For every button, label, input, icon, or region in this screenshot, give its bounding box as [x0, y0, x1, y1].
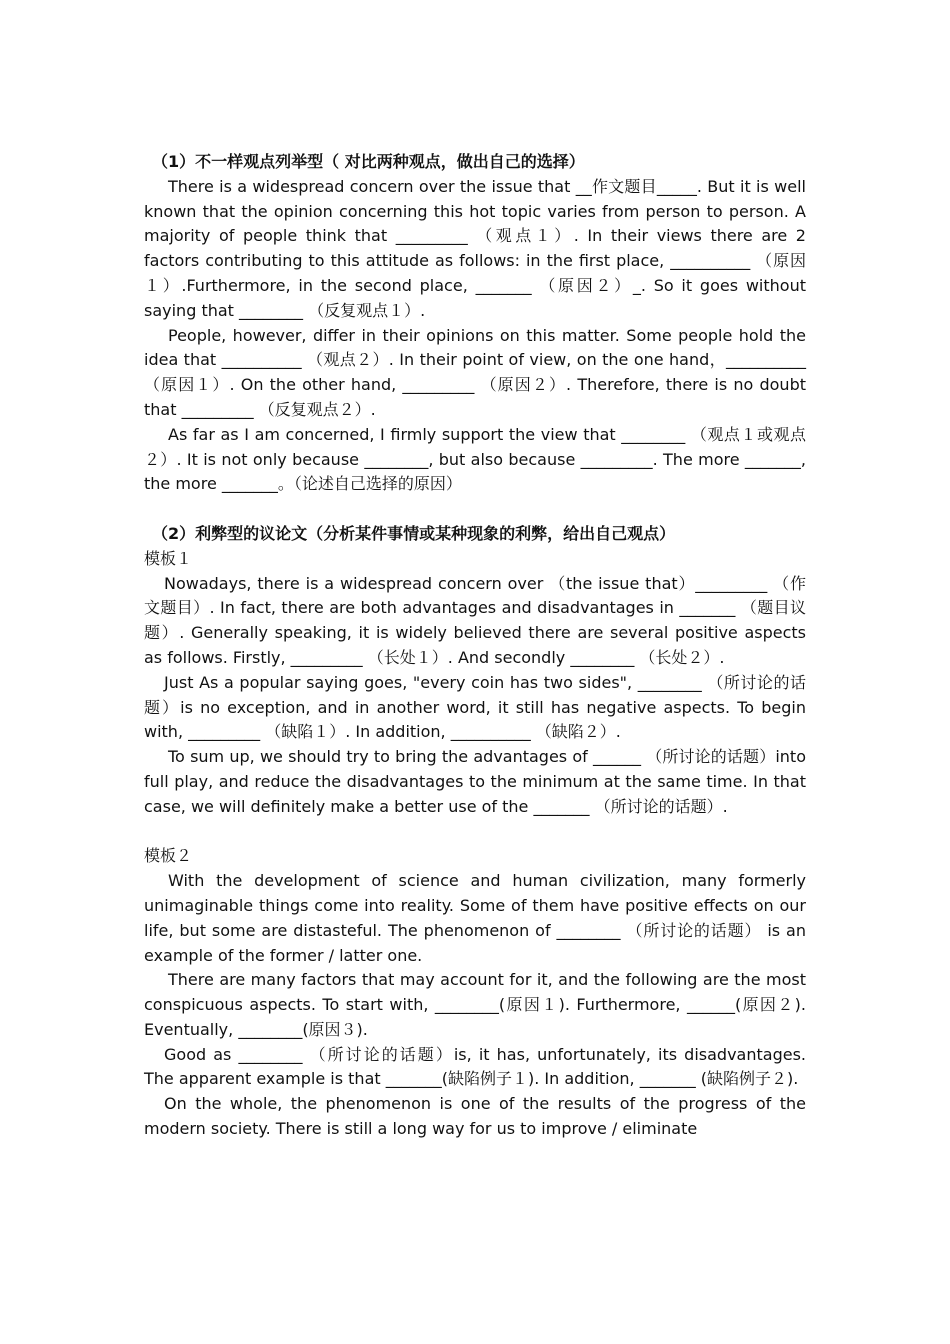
template2-paragraph-3: Good as ________ （所讨论的话题）is, it has, unfortunately, its disadvantages. The apparent example is that _______(缺陷例子１). In addition, _______ (缺陷例子２). — [144, 1044, 806, 1089]
template1-paragraph-2: Just As a popular saying goes, "every coin has two sides", ________ （所讨论的话题）is no exception, and in another word, it still has negative aspects. To begin with, _________ （缺陷１）. In addition, __________ （缺陷２）. — [144, 672, 806, 742]
template2-paragraph-2: There are many factors that may account for it, and the following are the most conspicuous aspects. To start with, ________(原因１). Furthermore, ______(原因２). Eventually, ________(原因３). — [144, 970, 806, 1039]
template2-paragraph-4: On the whole, the phenomenon is one of the results of the progress of the modern society. There is still a long way for us to improve / eliminate — [144, 1094, 806, 1139]
template2-label: 模板２ — [144, 846, 193, 866]
template-spacer — [144, 820, 806, 845]
section1-heading: （1）不一样观点列举型（ 对比两种观点，做出自己的选择） — [152, 152, 585, 171]
template2-paragraph-1: With the development of science and human civilization, many formerly unimaginable things come into reality. Some of them have positive effects on our life, but some are distasteful. The phenomenon of ________ （所讨论的话题） is an example of the former / latter one. — [144, 871, 806, 965]
template1-paragraph-3: To sum up, we should try to bring the advantages of ______ （所讨论的话题）into full play, and reduce the disadvantages to the minimum at the same time. In that case, we will definitely make a better use of the _______ （所讨论的话题）. — [144, 747, 806, 816]
section2-heading: （2）利弊型的议论文（分析某件事情或某种现象的利弊，给出自己观点） — [152, 523, 676, 543]
template1-paragraph-1: Nowadays, there is a widespread concern over （the issue that）_________ （作文题目）. In fact, there are both advantages and disadvantages in _______ （题目议题）. Generally speaking, it is widely believed there are several positive aspects as follows. Firstly, _________ （长处１）. And secondly ________ （长处２）. — [144, 573, 806, 667]
document-body — [144, 150, 806, 1142]
section-spacer — [144, 497, 806, 522]
section1-paragraph-3: As far as I am concerned, I firmly support the view that ________ （观点１或观点２）. It is not only because ________, but also because _________. The more _______, the more _______。（论述自己选择的原因） — [144, 424, 806, 494]
section1-paragraph-1: There is a widespread concern over the issue that __作文题目_____. But it is well known that the opinion concerning this hot topic varies from person to person. A majority of people think that _________ （观点１）. In their views there are 2 factors contributing to this attitude as follows: in the first place, __________ （原因１）.Furthermore, in the second place, _______ （原因２）_. So it goes without saying that ________ （反复观点１）. — [144, 176, 806, 320]
template1-label: 模板１ — [144, 548, 193, 568]
section1-paragraph-2: People, however, differ in their opinions on this matter. Some people hold the idea that __________ （观点２）. In their point of view, on the one hand，__________ （原因１）. On the other hand, _________ （原因２）. Therefore, there is no doubt that _________ （反复观点２）. — [144, 325, 806, 419]
